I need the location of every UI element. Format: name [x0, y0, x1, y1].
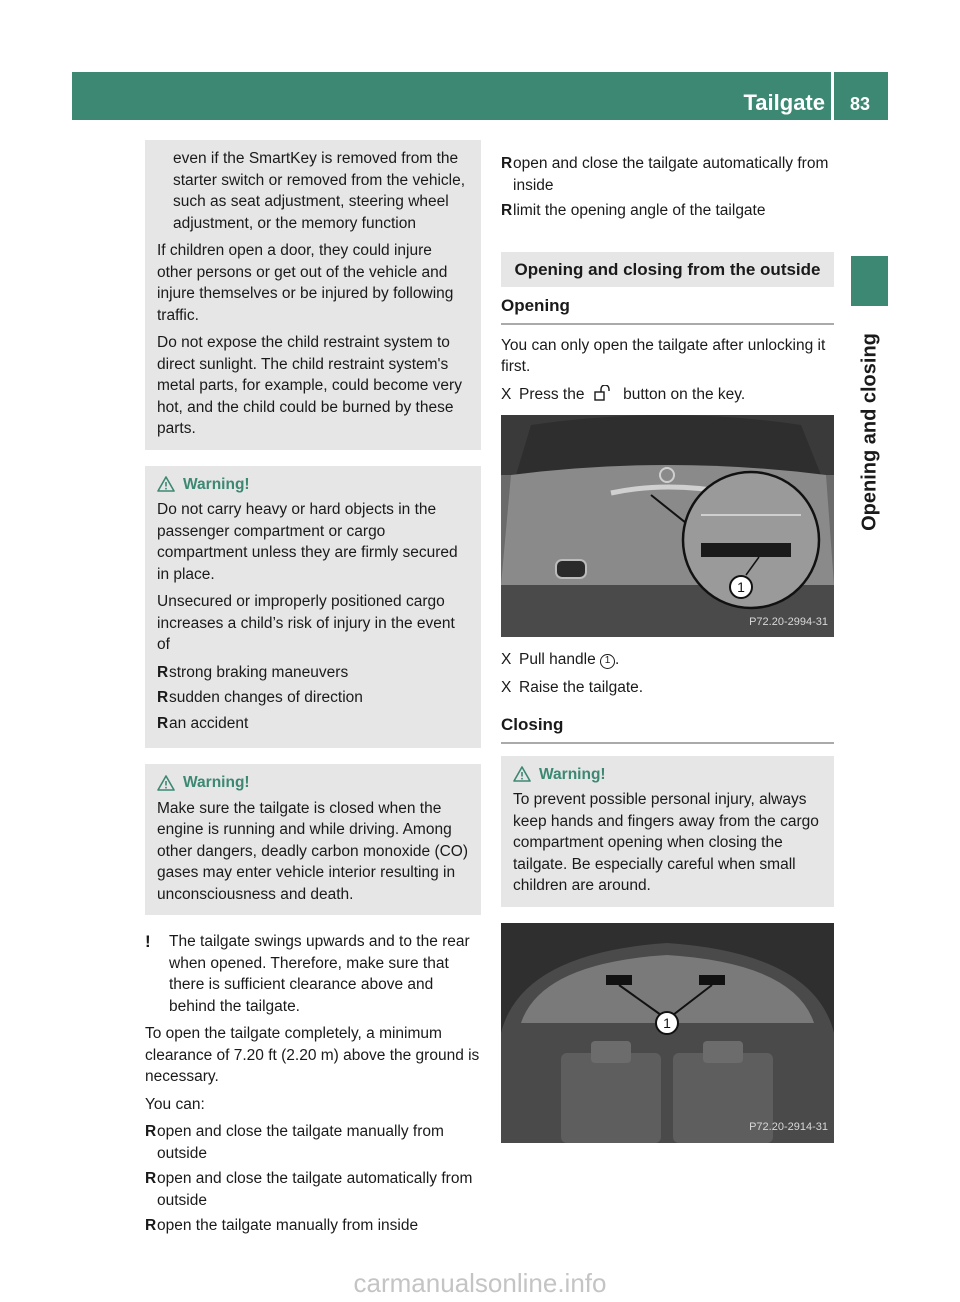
- warning-triangle-icon: [157, 775, 175, 791]
- bullet-icon: R: [157, 663, 169, 681]
- header-title: Tailgate: [743, 90, 825, 115]
- bullet-icon: R: [501, 155, 513, 172]
- clearance-text: To open the tailgate completely, a minimum clearance of 7.20 ft (2.20 m) above the ground is necessary.: [145, 1025, 480, 1085]
- list-item: R strong braking maneuvers: [157, 662, 469, 684]
- bullet-icon: R: [145, 1170, 157, 1187]
- warning-heading: [157, 772, 469, 794]
- list-item: R sudden changes of direction: [157, 687, 469, 709]
- continued-text: even if the SmartKey is removed from the starter switch or removed from the vehicle, such as seat adjustment, steering wheel adjustment, or the memory function: [173, 150, 466, 232]
- you-can-text: You can:: [145, 1095, 205, 1113]
- step-arrow-icon: X: [501, 385, 512, 403]
- note-icon: !: [145, 932, 151, 951]
- warning-box-exhaust: [145, 764, 481, 915]
- closing-heading: Closing: [501, 714, 834, 744]
- bullet-icon: R: [157, 714, 169, 732]
- opening-heading: Opening: [501, 295, 834, 325]
- figure-tailgate-interior: [501, 923, 834, 1143]
- opening-text: You can only open the tailgate after unlocking it first.: [501, 336, 826, 375]
- bullet-icon: R: [145, 1217, 157, 1234]
- callout-number: 1: [663, 1014, 671, 1031]
- page-number: 83: [849, 94, 871, 114]
- figure-label: P72.20-2994-31: [749, 615, 828, 628]
- list-item: R open and close the tailgate manually from outside: [145, 1123, 444, 1162]
- sunlight-text: Do not expose the child restraint system to direct sunlight. The child restraint system's metal parts, for example, could become very hot, and the child could be burned by these parts.: [157, 334, 462, 437]
- unlock-button-icon: [593, 385, 615, 401]
- watermark: carmanualsonline.info: [353, 1268, 607, 1298]
- step-pull-handle: X Pull handle 1 .: [501, 649, 834, 671]
- side-tab: [851, 312, 888, 552]
- list-item: R open and close the tailgate automatically from outside: [145, 1170, 473, 1209]
- warning-box-closing: [501, 756, 834, 907]
- list-item: R an accident: [157, 713, 469, 735]
- warning-text: Do not carry heavy or hard objects in the passenger compartment or cargo compartment unless they are firmly secured in place.: [157, 501, 458, 583]
- warning-box-cargo: [145, 466, 481, 749]
- figure-label: P72.20-2914-31: [749, 1121, 828, 1133]
- list-item: R limit the opening angle of the tailgate: [501, 200, 834, 222]
- warning-title: Warning!: [183, 475, 250, 493]
- list-item: R open and close the tailgate automatically from inside: [501, 155, 829, 194]
- step-arrow-icon: X: [501, 678, 512, 696]
- note-paragraph: ! The tailgate swings upwards and to the rear when opened. Therefore, make sure that there is sufficient clearance above and behind the tailgate.: [145, 932, 470, 1015]
- child-warning-continued: [145, 140, 481, 450]
- step-press-button: X Press the button on the key.: [501, 384, 834, 406]
- warning-text: Unsecured or improperly positioned cargo increases a child’s risk of injury in the event of: [157, 593, 455, 653]
- callout-number: 1: [600, 654, 615, 669]
- tailgate-interior-illustration: [501, 923, 834, 1143]
- callout-number: 1: [737, 579, 745, 595]
- warning-title: Warning!: [539, 765, 606, 783]
- figure-tailgate-handle: [501, 415, 834, 637]
- bullet-icon: R: [157, 689, 169, 706]
- bullet-icon: R: [501, 202, 513, 219]
- tailgate-handle-illustration: [501, 415, 834, 637]
- warning-title: Warning!: [183, 774, 250, 791]
- bullet-icon: R: [145, 1123, 157, 1140]
- step-raise-tailgate: X Raise the tailgate.: [501, 677, 834, 699]
- warning-heading: [513, 764, 822, 786]
- warning-triangle-icon: [513, 766, 531, 782]
- warning-triangle-icon: [157, 476, 175, 492]
- warning-heading: [157, 474, 469, 496]
- step-arrow-icon: X: [501, 651, 512, 668]
- children-door-text: If children open a door, they could injure other persons or get out of the vehicle and injure themselves or be injured by following traffic.: [157, 242, 454, 324]
- left-column: [145, 140, 481, 1241]
- warning-text: To prevent possible personal injury, always keep hands and fingers away from the cargo compartment opening when closing the tailgate. Be especially careful when small children are around.: [513, 791, 819, 894]
- list-item: R open the tailgate manually from inside: [145, 1215, 481, 1237]
- side-tab-label: Opening and closing: [858, 333, 880, 531]
- side-tab-marker: [851, 256, 888, 306]
- section-title: Opening and closing from the outside: [501, 252, 834, 288]
- warning-text: Make sure the tailgate is closed when the engine is running and while driving. Among other dangers, deadly carbon monoxide (CO) gases may enter vehicle interior resulting in unconsciousness and death.: [157, 799, 469, 903]
- right-column: [501, 153, 834, 1155]
- header-separator: [831, 72, 834, 120]
